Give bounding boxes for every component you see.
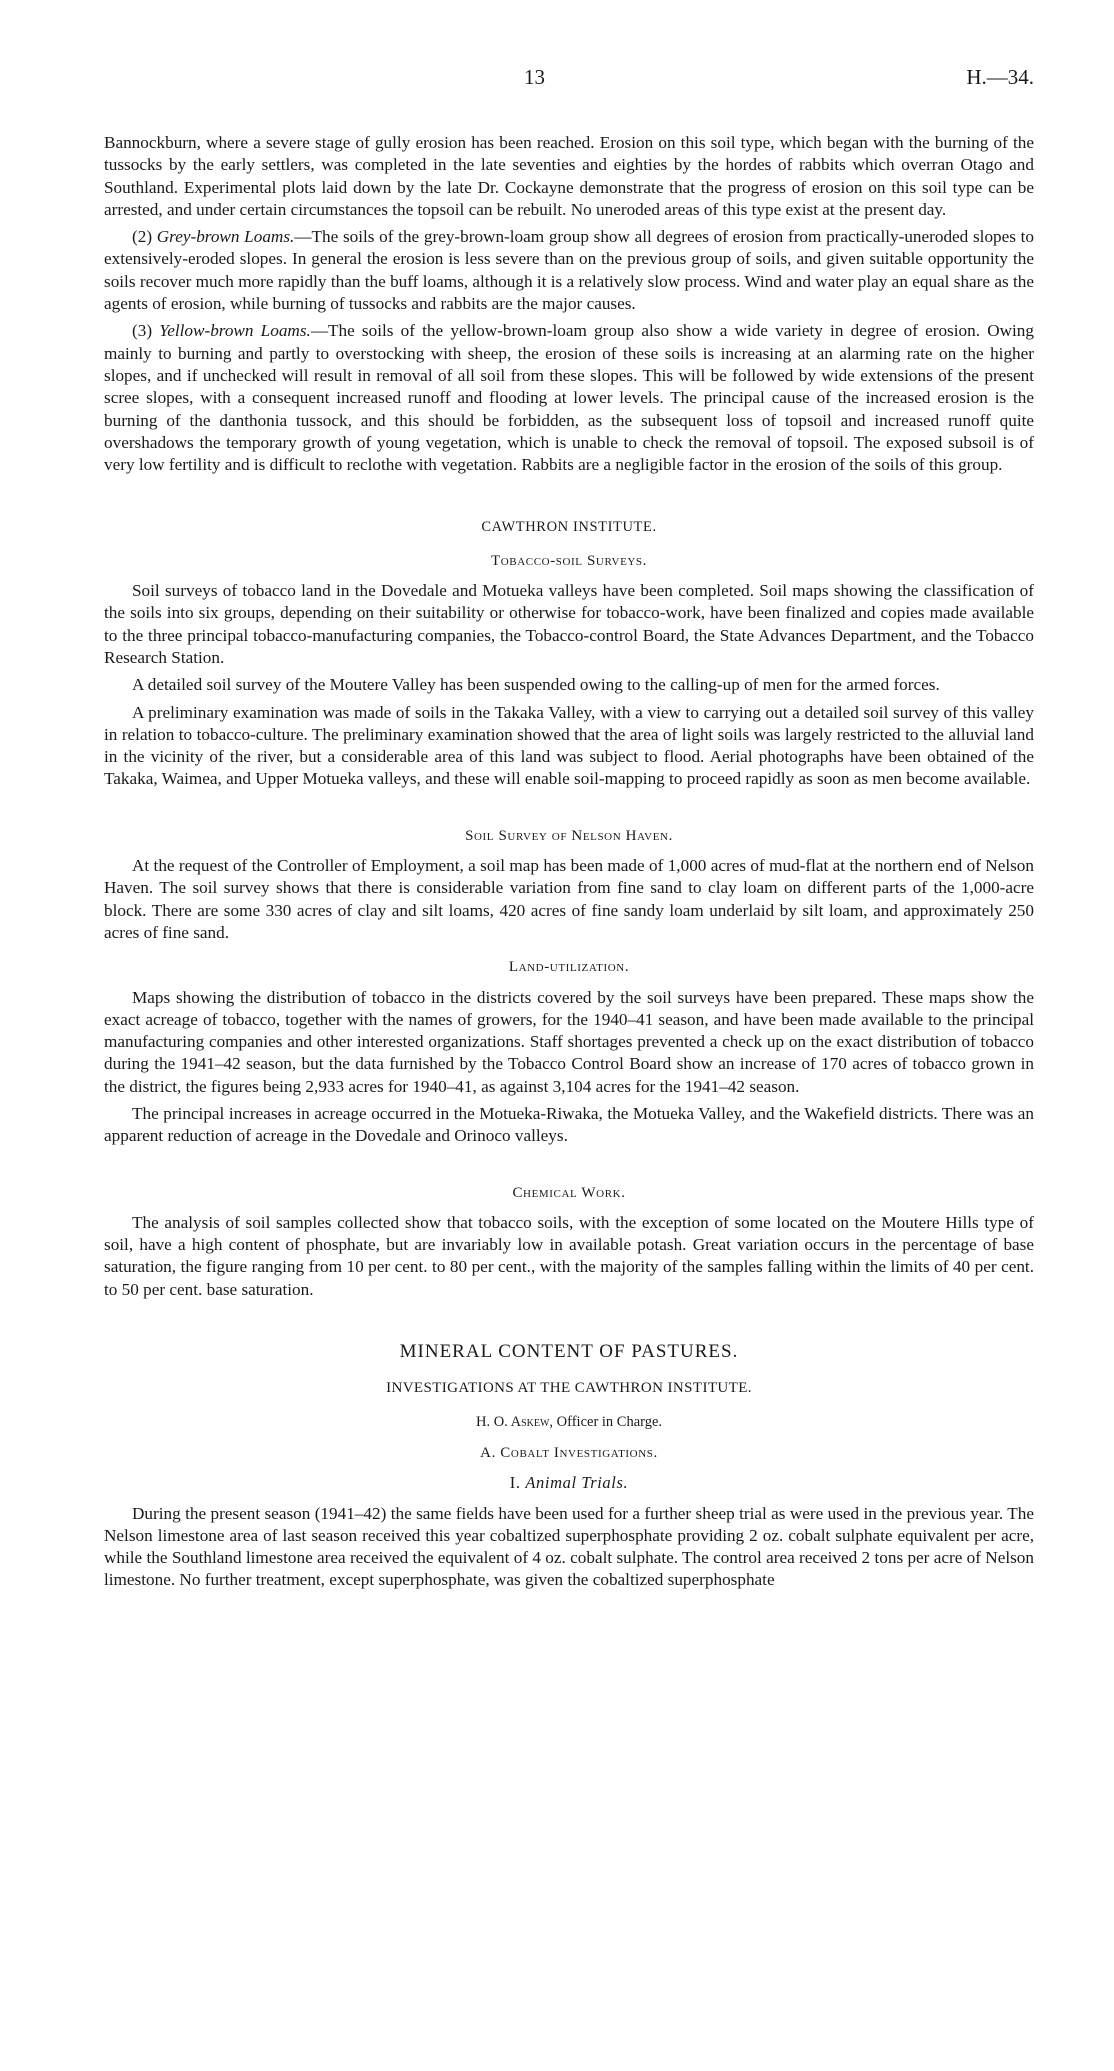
paragraph-yellow-brown-loams: [104, 320, 1034, 476]
subheading-cobalt-investigations: A. Cobalt Investigations.: [480, 1444, 658, 1461]
section-heading-mineral-content: MINERAL CONTENT OF PASTURES.: [399, 1341, 739, 1363]
paragraph: Soil surveys of tobacco land in the Dovedale and Motueka valleys have been completed. Soil maps showing the classification of the soils into six groups, depending on their suitability or otherwise for tobacco-work, have been finalized and copies made available to the three principal tobacco-manufacturing companies, the Tobacco-control Board, the State Advances Department, and the Tobacco Research Station.: [104, 581, 1034, 667]
paragraph: A detailed soil survey of the Moutere Valley has been suspended owing to the calling-up of men for the armed forces.: [132, 675, 940, 695]
document-reference: H.—34.: [966, 65, 1034, 89]
item-title: Yellow-brown Loams.: [159, 321, 311, 341]
item-text: —The soils of the grey-brown-loam group show all degrees of erosion from practically-uneroded slopes to extensively-eroded slopes. In general the erosion is less severe than on the previous group of soils, and given suitable opportunity the soils recover much more rapidly than the buff loams, although it is a relatively slow process. Wind and water play an equal share as the agents of erosion, while burning of tussocks and rabbits are the major causes.: [104, 227, 1035, 314]
item-text: —The soils of the yellow-brown-loam group also show a wide variety in degree of erosion. Owing mainly to burning and partly to overstocking with sheep, the erosion of these soils is increasing at an alarming rate on the higher slopes, and if unchecked will result in removal of all soil from these slopes. This will be followed by wide extensions of the present scree slopes, with a consequent increased runoff and flooding at lower levels. The principal cause of the increased erosion is the burning of the danthonia tussock, and this should be forbidden, as the subsequent loss of topsoil and increased runoff quite overshadows the temporary growth of young vegetation, which is unable to check the removal of topsoil. The exposed subsoil is of very low fertility and is difficult to reclothe with vegetation. Rabbits are a negligible factor in the erosion of the soils of this group.: [104, 321, 1034, 475]
paragraph: Maps showing the distribution of tobacco in the districts covered by the soil surveys have been prepared. These maps show the exact acreage of tobacco, together with the names of growers, for the 1940–41 season, and have been made available to the principal manufacturing companies and other interested organizations. Staff shortages prevented a check up on the exact distribution of tobacco during the 1941–42 season, but the data furnished by the Tobacco Control Board show an increase of 170 acres of tobacco grown in the district, the figures being 2,933 acres for 1940–41, as against 3,104 acres for the 1941–42 season.: [104, 987, 1034, 1096]
subheading-chemical-work: Chemical Work.: [512, 1184, 626, 1201]
subheading-animal-trials: [104, 1472, 1034, 1494]
page-number: 13: [524, 65, 545, 89]
item-title: Grey-brown Loams.: [156, 227, 295, 247]
byline: [104, 1411, 1034, 1433]
item-number: (3): [132, 321, 153, 341]
paragraph: A preliminary examination was made of soils in the Takaka Valley, with a view to carrying out a detailed soil survey of this valley in relation to tobacco-culture. The preliminary examination showed that the area of light soils was largely restricted to the alluvial land in the vicinity of the river, but a considerable area of this land was subject to flood. Aerial photographs have been obtained of the Takaka, Waimea, and Upper Motueka valleys, and these will enable soil-mapping to proceed rapidly as soon as men become available.: [104, 702, 1034, 789]
subheading-land-utilization: Land-utilization.: [508, 959, 630, 976]
paragraph: During the present season (1941–42) the same fields have been used for a further sheep trial as were used in the previous year. The Nelson limestone area of last season received this year cobaltized superphosphate providing 2 oz. cobalt sulphate equivalent per acre, while the Southland limestone area received the equivalent of 4 oz. cobalt sulphate. The control area received 2 tons per acre of Nelson limestone. No further treatment, except superphosphate, was given the cobaltized superphosphate: [104, 1503, 1034, 1590]
item-number: (2): [132, 227, 153, 247]
subheading-investigations: INVESTIGATIONS AT THE CAWTHRON INSTITUTE.: [386, 1380, 752, 1397]
byline-name: H. O. Askew: [475, 1413, 550, 1430]
paragraph-bannockburn: Bannockburn, where a severe stage of gully erosion has been reached. Erosion on this soil type, which began with the burning of the tussocks by the early settlers, was completed in the late seventies and eighties by the hordes of rabbits which overran Otago and Southland. Experimental plots laid down by the late Dr. Cockayne demonstrate that the progress of erosion on this soil type can be arrested, and under certain circumstances the topsoil can be rebuilt. No uneroded areas of this type exist at the present day.: [104, 133, 1034, 219]
byline-role: , Officer in Charge.: [549, 1413, 663, 1430]
section-heading-cawthron: CAWTHRON INSTITUTE.: [481, 519, 657, 536]
running-header: [104, 66, 1034, 106]
subsection-number: I.: [509, 1473, 521, 1493]
paragraph-grey-brown-loams: [104, 226, 1034, 315]
subsection-title: Animal Trials.: [525, 1473, 629, 1493]
paragraph: The analysis of soil samples collected show that tobacco soils, with the exception of some located on the Moutere Hills type of soil, have a high content of phosphate, but are invariably low in available potash. Great variation occurs in the percentage of base saturation, the figure ranging from 10 per cent. to 80 per cent., with the majority of the samples falling within the limits of 40 per cent. to 50 per cent. base saturation.: [104, 1212, 1034, 1299]
subheading-nelson-haven: Soil Survey of Nelson Haven.: [465, 827, 673, 844]
paragraph: At the request of the Controller of Employment, a soil map has been made of 1,000 acres of mud-flat at the northern end of Nelson Haven. The soil survey shows that there is considerable variation from fine sand to clay loam on different parts of the 1,000-acre block. There are some 330 acres of clay and silt loams, 420 acres of fine sandy loam underlaid by silt loam, and approximately 250 acres of fine sand.: [104, 856, 1034, 942]
subheading-tobacco-soil-surveys: Tobacco-soil Surveys.: [490, 552, 647, 569]
paragraph: The principal increases in acreage occurred in the Motueka-Riwaka, the Motueka Valley, and the Wakefield districts. There was an apparent reduction of acreage in the Dovedale and Orinoco valleys.: [104, 1103, 1034, 1146]
